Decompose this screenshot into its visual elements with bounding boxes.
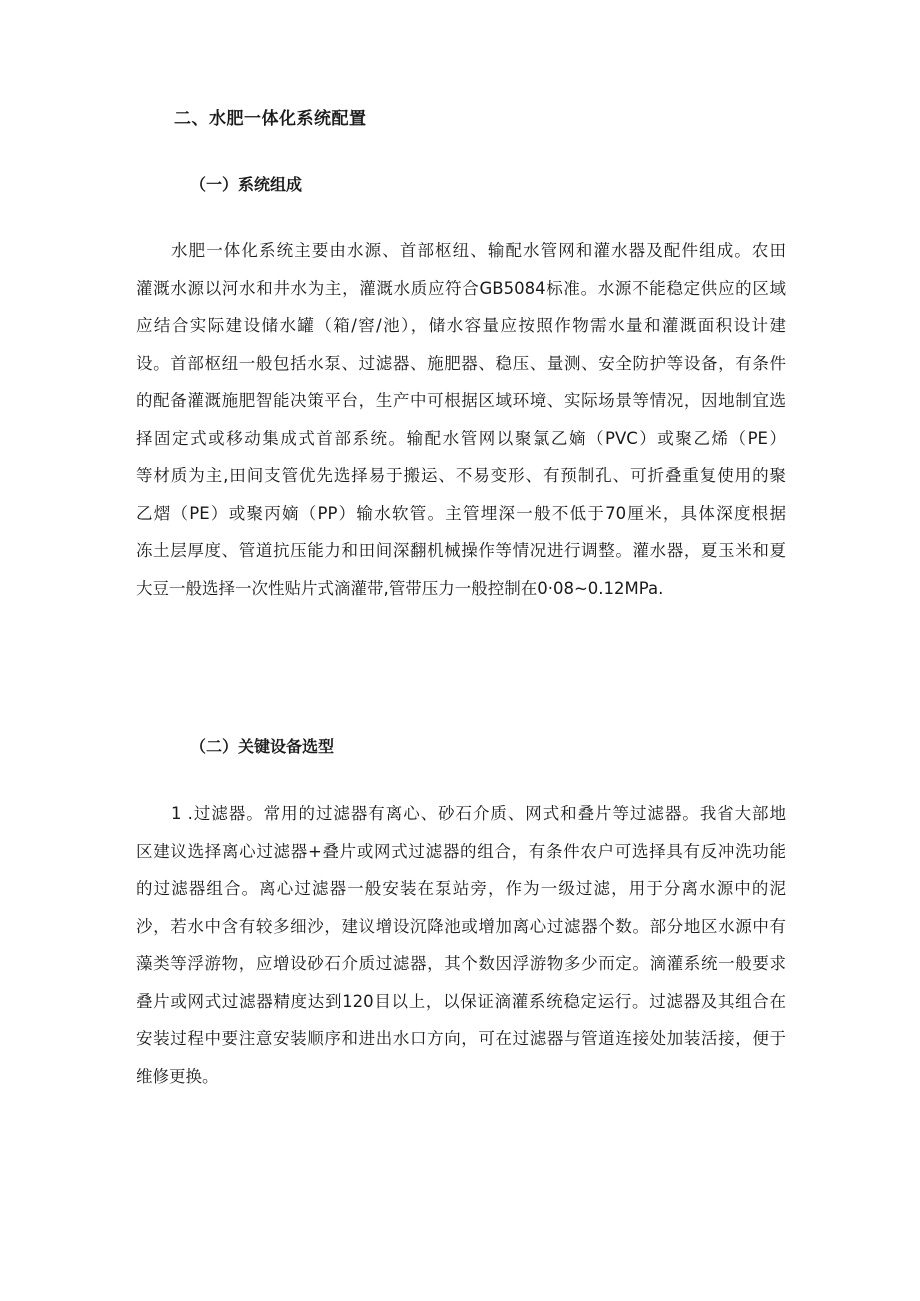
paragraph-line: 等材质为主,田间支管优先选择易于搬运、不易变形、有预制孔、可折叠重复使用的聚 [136,466,786,485]
paragraph-line: 叠片或网式过滤器精度达到120目以上，以保证滴灌系统稳定运行。过滤器及其组合在 [136,991,786,1011]
paragraph-line: 灌溉水源以河水和井水为主，灌溉水质应符合GB5084标准。水源不能稳定供应的区域 [136,278,786,298]
paragraph-line: 应结合实际建设储水罐（箱/窖/池），储水容量应按照作物需水量和灌溉面积设计建 [136,316,786,335]
paragraph-line: 的配备灌溉施肥智能决策平台，生产中可根据区域环境、实际场景等情况，因地制宜选 [136,391,786,410]
paragraph-line: 藻类等浮游物，应增设砂石介质过滤器，其个数因浮游物多少而定。滴灌系统一般要求 [136,954,786,973]
paragraph-line: 1 .过滤器。常用的过滤器有离心、砂石介质、网式和叠片等过滤器。我省大部地 [171,804,786,823]
paragraph-line: 沙，若水中含有较多细沙，建议增设沉降池或增加离心过滤器个数。部分地区水源中有 [136,916,786,936]
paragraph-line: 水肥一体化系统主要由水源、首部枢纽、输配水管网和灌水器及配件组成。农田 [171,241,786,260]
subsection-heading-system-composition: （一）系统组成 [190,175,303,194]
paragraph-line: 的过滤器组合。离心过滤器一般安装在泵站旁，作为一级过滤，用于分离水源中的泥 [136,879,786,898]
section-heading: 二、水肥一体化系统配置 [174,109,367,129]
paragraph-line: 冻土层厚度、管道抗压能力和田间深翻机械操作等情况进行调整。灌水器，夏玉米和夏 [136,541,786,560]
subsection-heading-key-equipment: （二）关键设备选型 [190,737,335,756]
paragraph-line: 设。首部枢纽一般包括水泵、过滤器、施肥器、稳压、量测、安全防护等设备，有条件 [136,353,786,373]
paragraph-line: 维修更换。 [136,1066,219,1086]
paragraph-line: 择固定式或移动集成式首部系统。输配水管网以聚氯乙嫡（PVC）或聚乙烯（PE） [136,428,786,448]
paragraph-line: 区建议选择离心过滤器+叠片或网式过滤器的组合，有条件农户可选择具有反冲洗功能 [136,841,786,861]
paragraph-line: 大豆一般选择一次性贴片式滴灌带,管带压力一般控制在0·08~0.12MPa. [136,578,664,598]
paragraph-line: 安装过程中要注意安装顺序和进出水口方向，可在过滤器与管道连接处加装活接，便于 [136,1029,786,1048]
paragraph-filters [136,795,786,1095]
paragraph-system-composition [136,232,786,607]
paragraph-line: 乙熠（PE）或聚丙嫡（PP）输水软管。主管埋深一般不低于70厘米，具体深度根据 [136,503,786,523]
